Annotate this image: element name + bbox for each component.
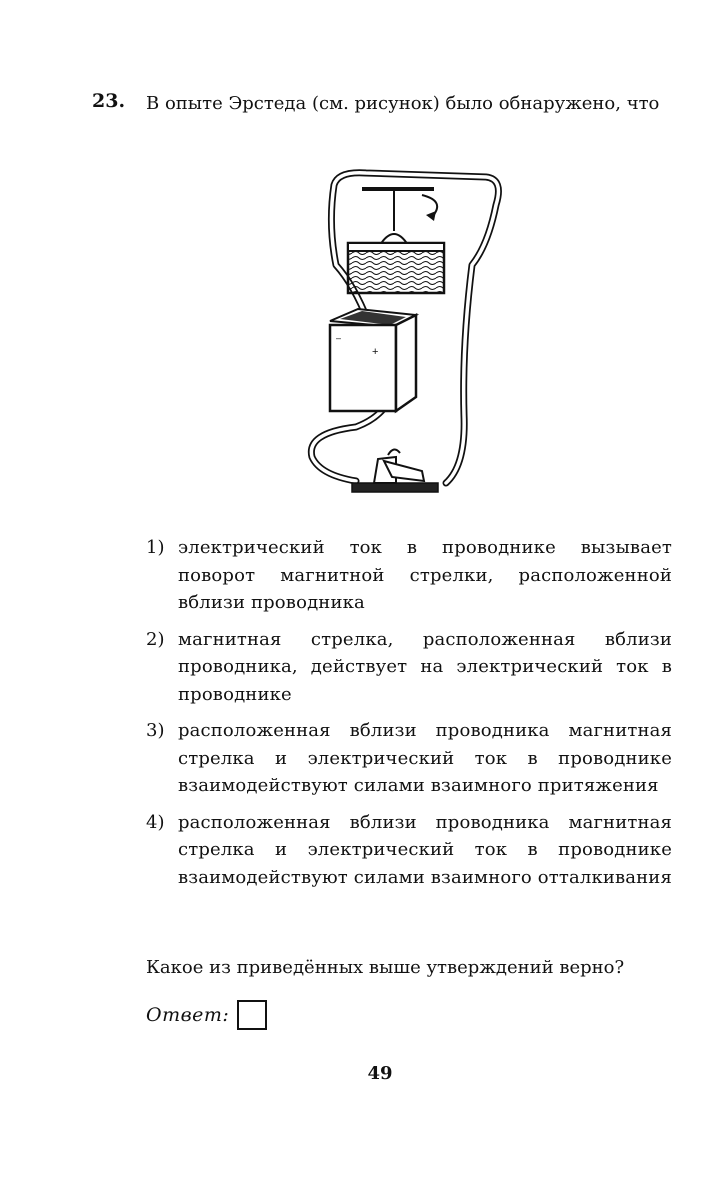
- option-number: 4): [146, 811, 165, 833]
- svg-text:+: +: [372, 346, 379, 358]
- option-text: расположенная вблизи проводника магнитная стрелка и электрический ток в проводнике взаимодействуют силами взаимного отталкивания: [178, 811, 672, 888]
- option-4: [146, 809, 672, 892]
- option-2: [146, 626, 672, 709]
- oersted-experiment-icon: [296, 165, 516, 505]
- option-text: магнитная стрелка, расположенная вблизи проводника, действует на электрический ток в проводнике: [178, 628, 672, 705]
- option-text: расположенная вблизи проводника магнитная стрелка и электрический ток в проводнике взаимодействуют силами взаимного притяжения: [178, 720, 672, 796]
- answer-label: Ответ:: [146, 1004, 230, 1026]
- question-text: В опыте Эрстеда (см. рисунок) было обнаружено, что: [146, 93, 660, 114]
- option-text: электрический ток в проводнике вызывает поворот магнитной стрелки, расположенной вблизи проводника: [178, 537, 672, 613]
- option-1: [146, 534, 672, 617]
- answer-options: [146, 534, 672, 900]
- option-number: 2): [146, 628, 165, 650]
- option-3: [146, 717, 672, 800]
- answer-row: [146, 1000, 267, 1030]
- question-number: 23.: [92, 90, 126, 112]
- page-number: 49: [367, 1063, 393, 1084]
- option-number: 3): [146, 720, 165, 741]
- question-prompt: Какое из приведённых выше утверждений верно?: [146, 957, 625, 978]
- svg-text:–: –: [336, 333, 342, 343]
- answer-box[interactable]: [237, 1000, 267, 1030]
- option-number: 1): [146, 537, 165, 558]
